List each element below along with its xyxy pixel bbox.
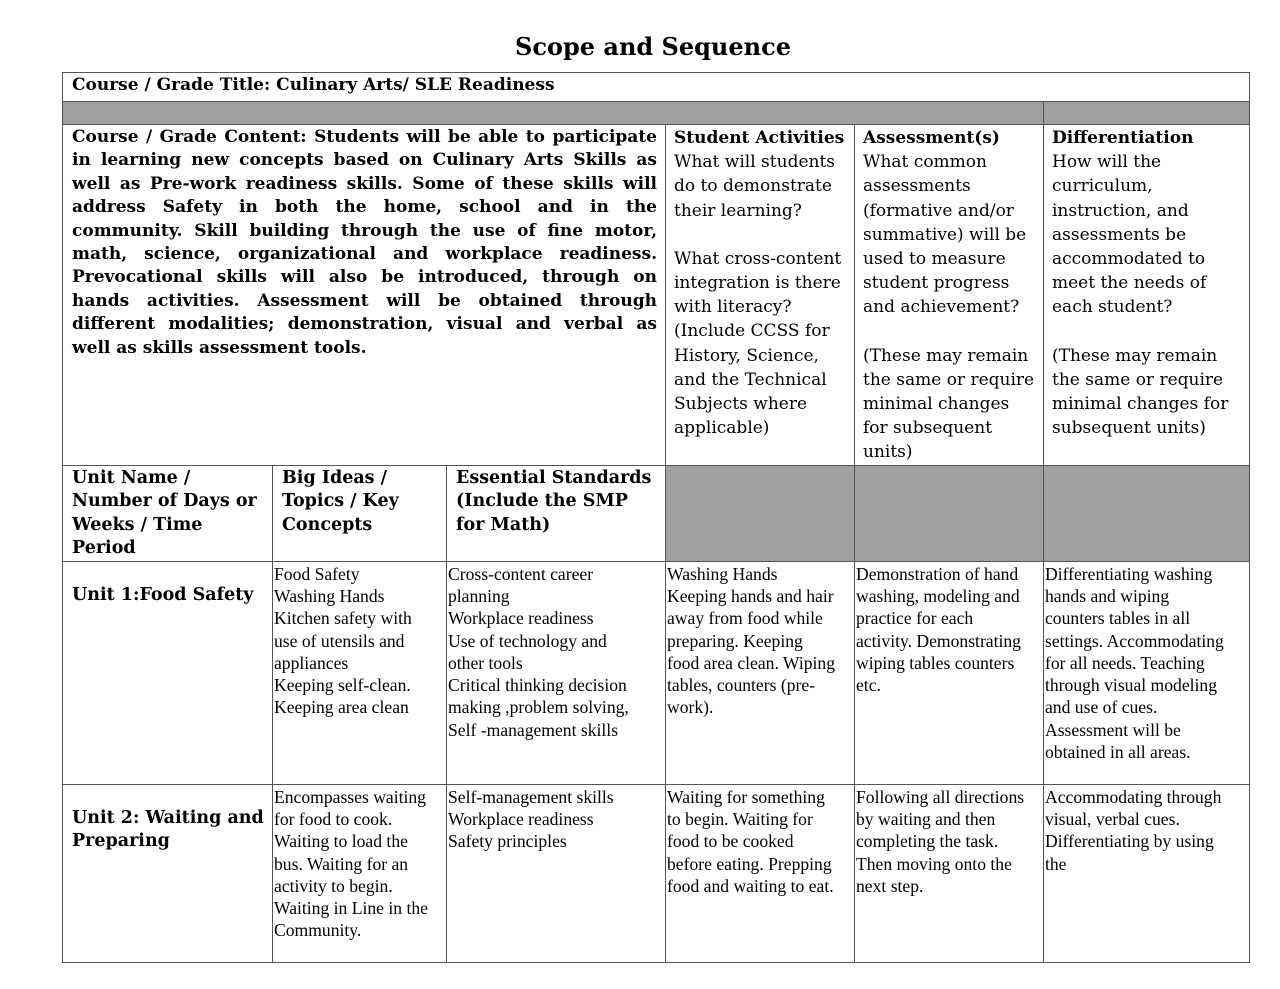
differentiation-note: (These may remain the same or require minimal changes for subsequent units) [1052, 345, 1229, 439]
scope-table [62, 72, 1250, 963]
student-activities-question-1: What will students do to demonstrate their learning? [674, 152, 836, 221]
unit-header-row [63, 465, 1250, 561]
assessment-cell: Demonstration of hand washing, modeling and practice for each activity. Demonstrating wiping tables counters etc. [855, 561, 1044, 784]
student-activities-header [666, 125, 855, 466]
unit-name-header: Unit Name / Number of Days or Weeks / Time Period [63, 465, 273, 561]
gray-separator-row [63, 102, 1250, 125]
unit-name: Unit 2: Waiting and Preparing [63, 784, 273, 962]
page-title: Scope and Sequence [515, 32, 791, 61]
differentiation-question-1: How will the curriculum, instruction, and assessments be accommodated to meet the needs of each student? [1052, 152, 1207, 318]
differentiation-header [1044, 125, 1250, 466]
assessments-note: (These may remain the same or require minimal changes for subsequent units) [863, 345, 1035, 463]
differentiation-heading: Differentiation [1052, 128, 1194, 148]
assessments-heading: Assessment(s) [863, 128, 1000, 148]
essential-standards-header: Essential Standards (Include the SMP for Math) [447, 465, 666, 561]
standards-cell: Self-management skills Workplace readiness Safety principles [447, 784, 666, 962]
big-ideas-cell: Food Safety Washing Hands Kitchen safety with use of utensils and appliances Keeping self-clean. Keeping area clean [273, 561, 447, 784]
assessment-cell: Following all directions by waiting and then completing the task. Then moving onto the next step. [855, 784, 1044, 962]
student-activities-question-2: What cross-content integration is there with literacy? (Include CCSS for History, Science, and the Technical Subjects where applicable) [674, 248, 842, 439]
big-ideas-header: Big Ideas / Topics / Key Concepts [273, 465, 447, 561]
unit-name: Unit 1:Food Safety [63, 561, 273, 784]
differentiation-cell: Differentiating washing hands and wiping counters tables in all settings. Accommodating for all needs. Teaching through visual modeling and use of cues. Assessment will be obtained in all areas. [1044, 561, 1250, 784]
assessments-question-1: What common assessments (formative and/or summative) will be used to measure student progress and achievement? [863, 152, 1027, 318]
course-content: Course / Grade Content: Students will be able to participate in learning new concepts based on Culinary Arts Skills as well as Pre-work readiness skills. Some of these skills will address Safety in both the home, school and in the community. Skill building through the use of fine motor, math, science, organizational and workplace readiness. Prevocational skills will also be introduced, through on hands activities. Assessment will be obtained through different modalities; demonstration, visual and verbal as well as skills assessment tools. [72, 127, 657, 358]
big-ideas-cell: Encompasses waiting for food to cook. Waiting to load the bus. Waiting for an activity to begin. Waiting in Line in the Community. [273, 784, 447, 962]
activities-cell: Waiting for something to begin. Waiting for food to be cooked before eating. Prepping food and waiting to eat. [666, 784, 855, 962]
student-activities-heading: Student Activities [674, 128, 845, 148]
gray-separator [63, 102, 1044, 125]
course-title: Course / Grade Title: Culinary Arts/ SLE Readiness [63, 73, 1250, 102]
course-title-row [63, 73, 1250, 102]
gray-header-cell [855, 465, 1044, 561]
gray-separator-end [1044, 102, 1250, 125]
gray-header-cell [666, 465, 855, 561]
activities-cell: Washing Hands Keeping hands and hair away from food while preparing. Keeping food area clean. Wiping tables, counters (pre- work). [666, 561, 855, 784]
differentiation-cell: Accommodating through visual, verbal cues. Differentiating by using the [1044, 784, 1250, 962]
table-row [63, 784, 1250, 962]
course-content-cell [63, 125, 666, 466]
gray-header-cell [1044, 465, 1250, 561]
content-row [63, 125, 1250, 466]
assessments-header [855, 125, 1044, 466]
table-row [63, 561, 1250, 784]
standards-cell: Cross-content career planning Workplace readiness Use of technology and other tools Critical thinking decision making ,problem solving, Self -management skills [447, 561, 666, 784]
